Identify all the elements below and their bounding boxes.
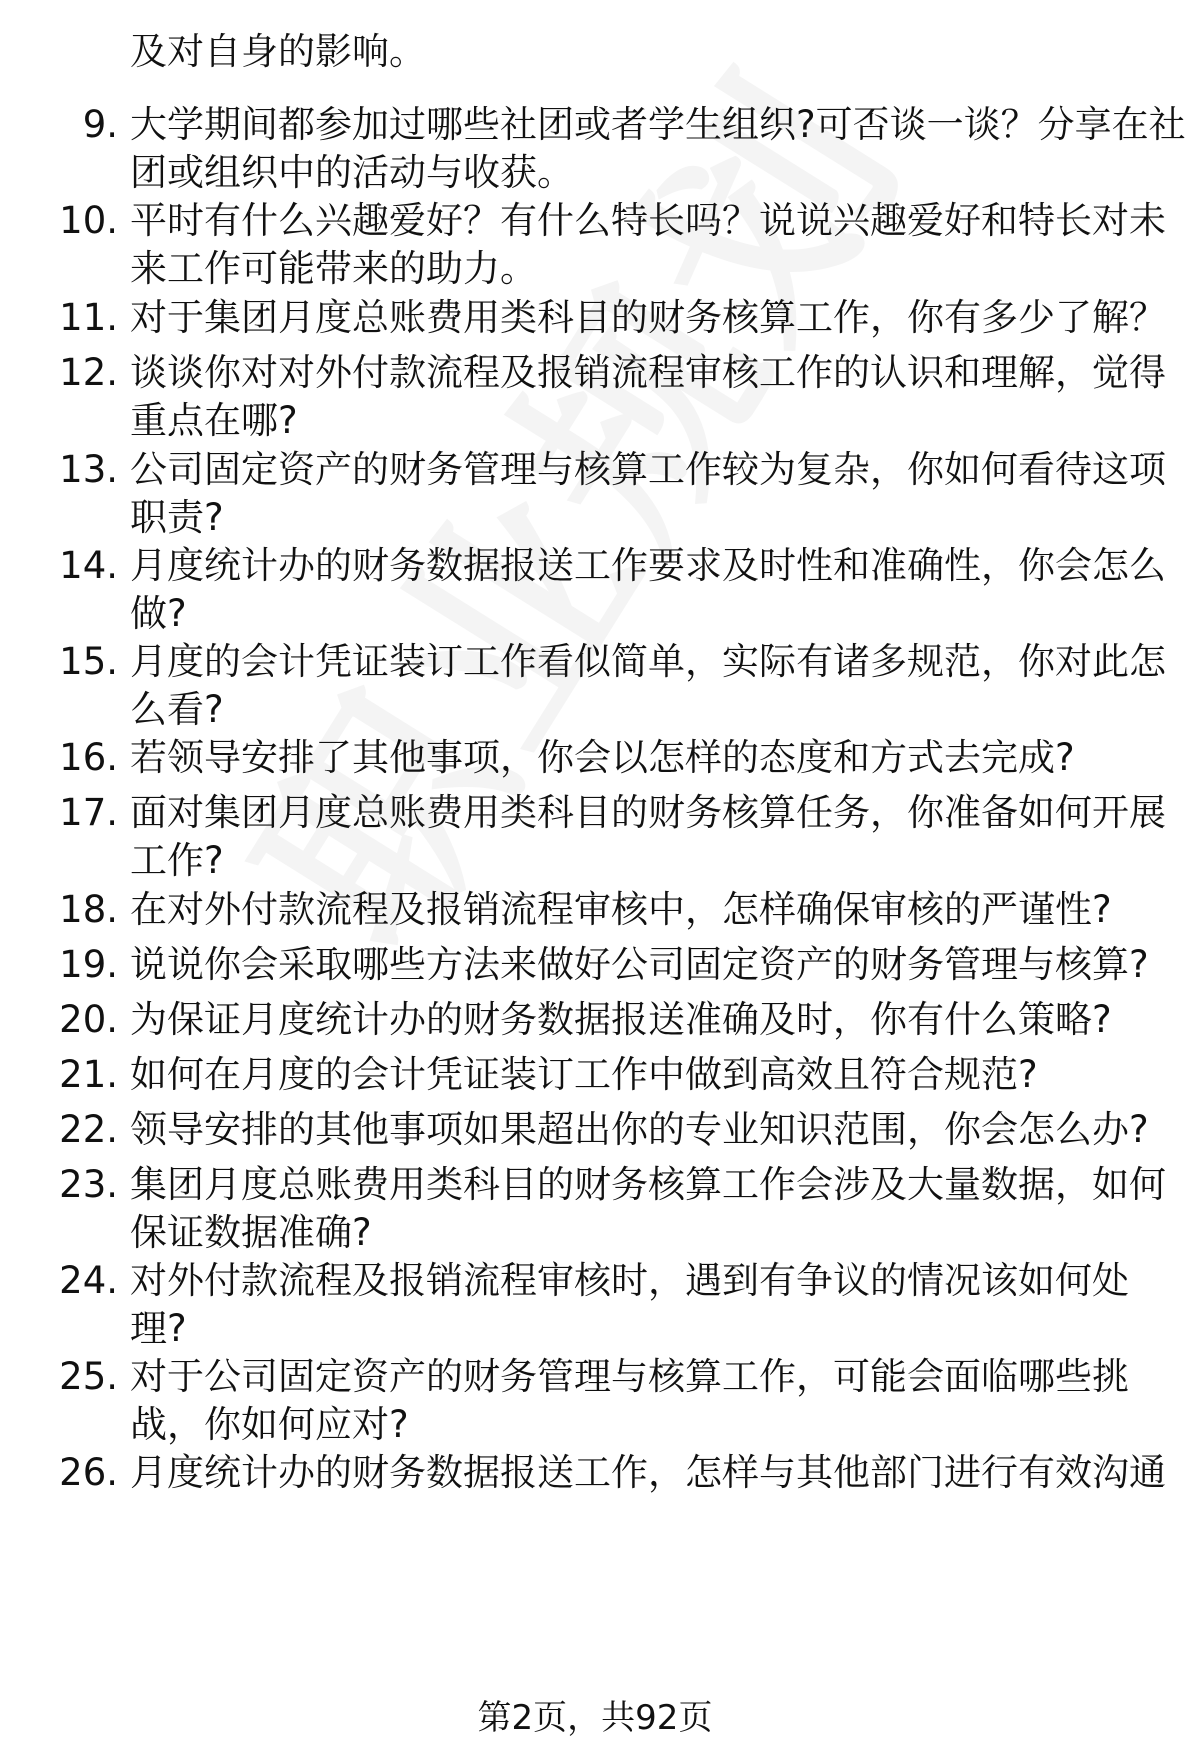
question-line: 平时有什么兴趣爱好？有什么特长吗？说说兴趣爱好和特长对未 — [130, 199, 1166, 242]
question-line: 月度的会计凭证装订工作看似简单，实际有诸多规范，你对此怎 — [130, 640, 1166, 683]
question-number: 19. — [59, 943, 118, 986]
question-number: 21. — [59, 1053, 118, 1096]
question-number: 9. — [82, 103, 118, 146]
question-number: 20. — [59, 998, 118, 1041]
page-number: 第2页，共92页 — [477, 1698, 713, 1738]
question-line: 保证数据准确? — [130, 1211, 372, 1254]
question-line: 月度统计办的财务数据报送工作，怎样与其他部门进行有效沟通 — [130, 1451, 1166, 1494]
question-line: 谈谈你对对外付款流程及报销流程审核工作的认识和理解，觉得 — [130, 351, 1166, 394]
question-line: 职责? — [130, 496, 224, 539]
question-line: 对于公司固定资产的财务管理与核算工作，可能会面临哪些挑 — [130, 1355, 1129, 1398]
question-line: 工作? — [130, 839, 224, 882]
question-line: 战，你如何应对? — [130, 1403, 409, 1446]
question-line: 公司固定资产的财务管理与核算工作较为复杂，你如何看待这项 — [130, 448, 1166, 491]
question-line: 对外付款流程及报销流程审核时，遇到有争议的情况该如何处 — [130, 1259, 1129, 1302]
question-line: 团或组织中的活动与收获。 — [130, 151, 574, 194]
question-line: 来工作可能带来的助力。 — [130, 247, 537, 290]
question-number: 12. — [59, 351, 118, 394]
question-number: 14. — [59, 544, 118, 587]
question-line: 么看? — [130, 688, 224, 731]
question-line: 说说你会采取哪些方法来做好公司固定资产的财务管理与核算? — [130, 943, 1149, 986]
question-line: 做? — [130, 592, 187, 635]
question-line: 领导安排的其他事项如果超出你的专业知识范围，你会怎么办? — [130, 1108, 1149, 1151]
question-line: 理? — [130, 1307, 187, 1350]
question-number: 11. — [59, 296, 118, 339]
question-number: 17. — [59, 791, 118, 834]
continuation-text: 及对自身的影响。 — [130, 30, 426, 73]
question-line: 对于集团月度总账费用类科目的财务核算工作，你有多少了解？ — [130, 296, 1166, 339]
question-number: 10. — [59, 199, 118, 242]
question-number: 25. — [59, 1355, 118, 1398]
question-number: 18. — [59, 888, 118, 931]
question-number: 16. — [59, 736, 118, 779]
question-line: 月度统计办的财务数据报送工作要求及时性和准确性，你会怎么 — [130, 544, 1166, 587]
question-number: 22. — [59, 1108, 118, 1151]
question-number: 26. — [59, 1451, 118, 1494]
question-line: 面对集团月度总账费用类科目的财务核算任务，你准备如何开展 — [130, 791, 1166, 834]
question-line: 集团月度总账费用类科目的财务核算工作会涉及大量数据，如何 — [130, 1163, 1166, 1206]
question-number: 23. — [59, 1163, 118, 1206]
question-line: 如何在月度的会计凭证装订工作中做到高效且符合规范? — [130, 1053, 1038, 1096]
question-number: 24. — [59, 1259, 118, 1302]
question-number: 13. — [59, 448, 118, 491]
question-line: 在对外付款流程及报销流程审核中，怎样确保审核的严谨性? — [130, 888, 1112, 931]
question-number: 15. — [59, 640, 118, 683]
question-line: 重点在哪? — [130, 399, 298, 442]
question-line: 为保证月度统计办的财务数据报送准确及时，你有什么策略? — [130, 998, 1112, 1041]
question-line: 大学期间都参加过哪些社团或者学生组织?可否谈一谈？分享在社 — [130, 103, 1186, 146]
question-line: 若领导安排了其他事项，你会以怎样的态度和方式去完成? — [130, 736, 1075, 779]
